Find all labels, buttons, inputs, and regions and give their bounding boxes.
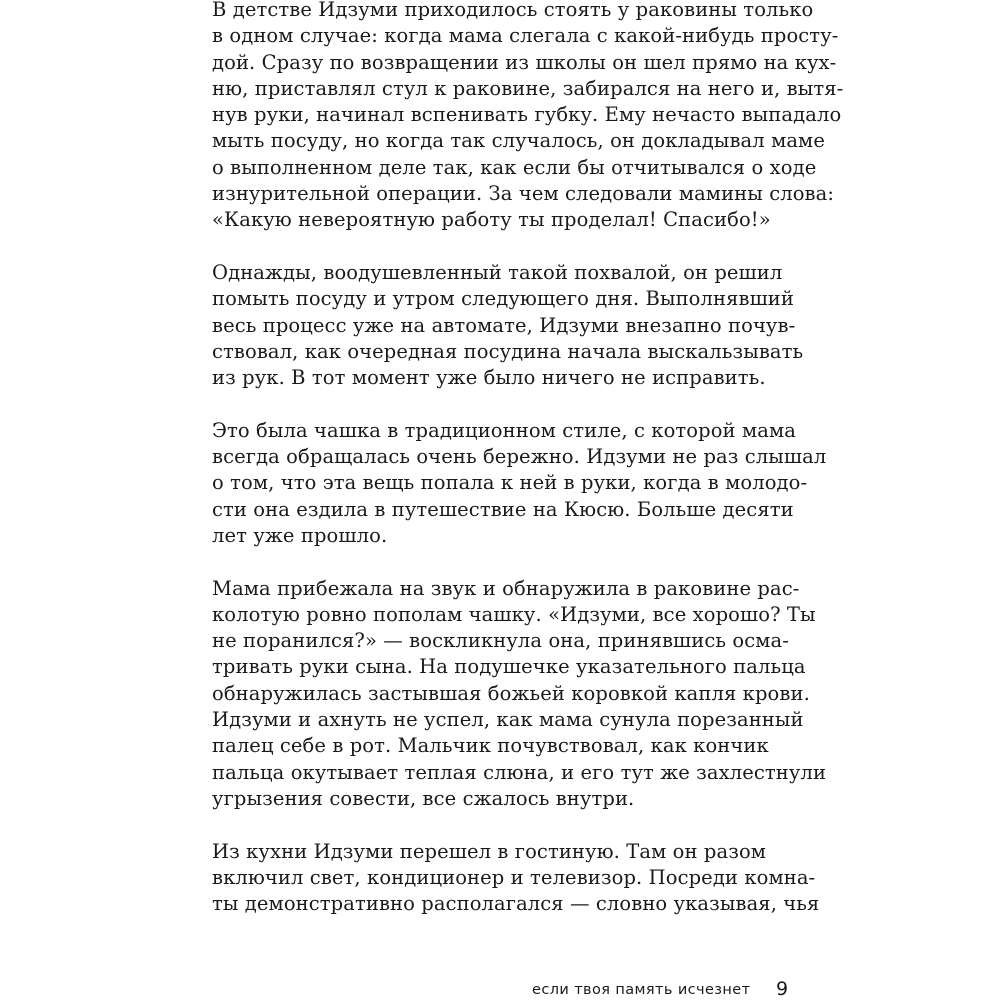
text-line: угрызения совести, все сжалось внутри. (212, 786, 635, 810)
paragraph-spacer (212, 812, 792, 838)
text-line: ты демонстративно располагался — словно указывая, чья (212, 892, 820, 916)
text-line: из рук. В тот момент уже было ничего не исправить. (212, 366, 766, 390)
text-line: мыть посуду, но когда так случалось, он докладывал маме (212, 129, 825, 153)
text-line: Мама прибежала на звук и обнаружила в раковине рас- (212, 576, 800, 600)
text-line: в одном случае: когда мама слегала с какой-нибудь просту- (212, 24, 839, 48)
text-line: Однажды, воодушевленный такой похвалой, он решил (212, 260, 783, 284)
text-line: колотую ровно пополам чашку. «Идзуми, все хорошо? Ты (212, 602, 816, 626)
running-title: если твоя память исчезнет (532, 982, 751, 998)
text-line: Идзуми и ахнуть не успел, как мама сунула порезанный (212, 708, 804, 732)
paragraph-2 (212, 260, 804, 391)
text-line: всегда обращалась очень бережно. Идзуми не раз слышал (212, 445, 827, 469)
text-line: «Какую невероятную работу ты проделал! Спасибо!» (212, 208, 771, 232)
text-line: не поранился?» — воскликнула она, принявшись осма- (212, 629, 789, 653)
page-number: 9 (776, 978, 789, 1000)
text-line: пальца окутывает теплая слюна, и его тут же захлестнули (212, 760, 827, 784)
text-line: ствовал, как очередная посудина начала выскальзывать (212, 339, 804, 363)
paragraph-1 (212, 0, 844, 234)
text-line: ню, приставлял стул к раковине, забирался на него и, вытя- (212, 76, 844, 100)
text-line: сти она ездила в путешествие на Кюсю. Больше десяти (212, 497, 794, 521)
body-text (212, 0, 844, 917)
text-line: нув руки, начинал вспенивать губку. Ему нечасто выпадало (212, 103, 842, 127)
text-line: весь процесс уже на автомате, Идзуми внезапно почув- (212, 313, 796, 337)
text-line: изнурительной операции. За чем следовали мамины слова: (212, 182, 835, 206)
text-line: включил свет, кондиционер и телевизор. Посреди комна- (212, 865, 816, 889)
paragraph-spacer (212, 549, 792, 575)
text-line: лет уже прошло. (212, 523, 388, 547)
text-line: о том, что эта вещь попала к ней в руки, когда в молодо- (212, 471, 808, 495)
text-line: Это была чашка в традиционном стиле, с которой мама (212, 418, 796, 442)
paragraph-5 (212, 839, 820, 918)
paragraph-spacer (212, 234, 792, 260)
text-line: В детстве Идзуми приходилось стоять у раковины только (212, 0, 814, 21)
text-line: обнаружилась застывшая божьей коровкой капля крови. (212, 681, 810, 705)
text-line: дой. Сразу по возвращении из школы он шел прямо на кух- (212, 50, 837, 74)
paragraph-4 (212, 576, 827, 813)
text-line: помыть посуду и утром следующего дня. Выполнявший (212, 287, 794, 311)
paragraph-spacer (212, 391, 792, 417)
text-line: Из кухни Идзуми перешел в гостиную. Там он разом (212, 839, 767, 863)
text-line: тривать руки сына. На подушечке указательного пальца (212, 655, 806, 679)
text-line: о выполненном деле так, как если бы отчитывался о ходе (212, 155, 817, 179)
text-line: палец себе в рот. Мальчик почувствовал, как кончик (212, 734, 769, 758)
paragraph-3 (212, 418, 827, 549)
